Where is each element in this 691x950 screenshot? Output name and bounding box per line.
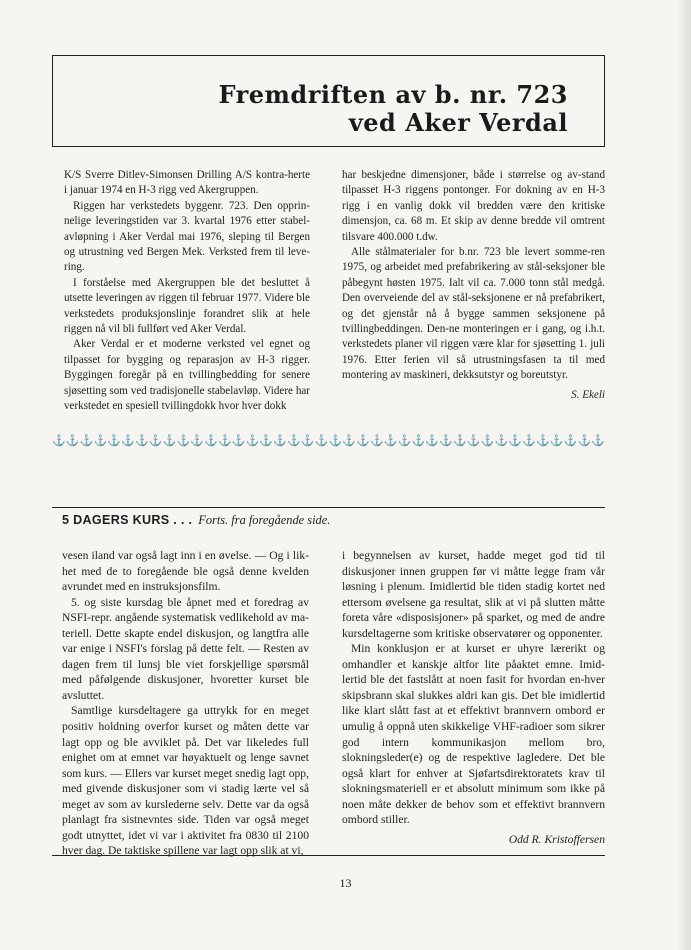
- anchor-icon: ⚓: [494, 434, 509, 447]
- course-heading-title: 5 DAGERS KURS . . .: [62, 513, 193, 527]
- anchor-icon: ⚓: [563, 434, 578, 447]
- anchor-icon: ⚓: [439, 434, 453, 447]
- paragraph: K/S Sverre Ditlev-Simonsen Drilling A/S kontra-herte i januar 1974 en H-3 rigg ved Akergruppen.: [64, 169, 310, 197]
- paragraph: 5. og siste kursdag ble åpnet med et foredrag av NSFI-repr. angående systematisk vedlikehold av ma-teriell. Dette skapte endel diskusjon, og langtfra alle var enige i NSFI's forslag på dette felt. — Resten av dagen frem til lunsj ble viet forskjellige spørsmål med påfølgende diskusjoner, hvoretter kurset ble avsluttet.: [62, 595, 309, 702]
- anchor-icon: ⚓: [176, 434, 191, 447]
- anchor-icon: ⚓: [259, 434, 274, 447]
- section-rule-top: [52, 507, 605, 508]
- paragraph: Aker Verdal er et moderne verksted vel egnet og tilpasset for bygging og reparasjon av H-3 rigger. Byggingen foregår på en tvillingbedding for senere sjøsetting som ved tradisjonelle stabelavløp. Videre har verkstedet en spesiell tvillingdokk hvor hver dokk: [64, 338, 310, 413]
- anchor-icon: ⚓: [190, 434, 204, 447]
- section-rule-bottom: [52, 855, 605, 856]
- article1-column-right: [342, 168, 605, 403]
- anchor-icon: ⚓: [300, 434, 315, 447]
- anchor-icon: ⚓: [314, 434, 329, 447]
- article-title-line-1: Fremdriften av b. nr. 723: [218, 80, 568, 109]
- anchor-icon: ⚓: [425, 434, 440, 447]
- anchor-icon: ⚓: [591, 434, 605, 447]
- anchor-icon: ⚓: [397, 434, 412, 447]
- article1-column-left: [64, 168, 310, 415]
- author-signature: Odd R. Kristoffersen: [508, 832, 605, 846]
- anchor-icon: ⚓: [342, 434, 357, 447]
- page-edge-shadow: [677, 0, 691, 950]
- anchor-icon: ⚓: [204, 434, 218, 447]
- anchor-icon: ⚓: [52, 434, 66, 447]
- paragraph: har beskjedne dimensjoner, både i størrelse og av-stand tilpasset H-3 riggens pontonger. For dokning av en H-3 rigg i en vanlig dokk vil bredden være den kritiske dimensjon, ca. 68 m. Et skip av denne bredde vil omtrent tilsvare 400.000 t.dw.: [342, 169, 605, 243]
- anchor-icon: ⚓: [328, 434, 343, 447]
- article2-column-right: [342, 548, 605, 847]
- anchor-icon: ⚓: [549, 434, 564, 447]
- author-signature: S. Ekeli: [571, 388, 605, 401]
- paragraph: Alle stålmaterialer for b.nr. 723 ble levert somme-ren 1975, og arbeidet med prefabrikering av stål-seksjoner ble påbegynt høsten 1975. Ialt vil ca. 7.000 tonn stål medgå. Den overveiende del av stål-seksjonene er nå prefabrikert, og det gjenstår nå å bygge sammen seksjonene på tvillingbeddingen. Den-ne monteringen er i gang, og i.h.t. verkstedets planer vil riggen være klar for sjøsetting 1. juli 1976. Etter ferien vil så utrustningsfasen ta til med montering av maskineri, dekksutstyr og boreutstyr.: [342, 246, 605, 382]
- anchor-icon: ⚓: [148, 434, 163, 447]
- article-title-box: [52, 55, 605, 147]
- anchor-icon: ⚓: [480, 434, 495, 447]
- anchor-icon: ⚓: [522, 434, 536, 447]
- page-number: 13: [339, 876, 352, 890]
- anchor-icon: ⚓: [577, 434, 592, 447]
- article-title-line-2: ved Aker Verdal: [348, 108, 568, 137]
- anchor-icon: ⚓: [231, 434, 246, 447]
- paragraph: i begynnelsen av kurset, hadde meget god tid til diskusjoner innen gruppen før vi måtte legge fram vår løsning i plenum. Imidlertid ble tiden stadig kortet ned ettersom øvelsene ga resultat, slik at vi på slutten måtte foreta våre «disposisjoner» på sparket, og med de andre kursdeltagerne som kritiske observatører og opponenter.: [342, 549, 605, 640]
- anchor-icon: ⚓: [356, 434, 370, 447]
- paragraph: I forståelse med Akergruppen ble det besluttet å utsette leveringen av riggen til februar 1977. Videre ble verkstedets produksjonslinje forandret slik at hele riggen nå vil bli fullført ved Aker Verdal.: [64, 276, 310, 336]
- anchor-icon: ⚓: [245, 434, 260, 447]
- anchor-icon: ⚓: [79, 434, 94, 447]
- paragraph: Samtlige kursdeltagere ga uttrykk for en meget positiv holdning overfor kurset og måten dette var lagt opp og ble avviklet på. Det var likeledes full enighet om at emnet var høyaktuelt og lenge savnet som kurs. — Ellers var kurset meget snedig lagt opp, med givende diskusjoner som vi stadig lærte vel så meget av som av kurslederne selv. Dette var da også planlagt fra sistnevntes side. Tiden var også meget godt utnyttet, idet vi var i aktivitet fra 0830 til 2100 hver dag. De taktiske spillene var lagt opp slik at vi,: [62, 704, 309, 858]
- paragraph: Riggen har verkstedets byggenr. 723. Den opprin-nelige leveringstiden var 3. kvartal 1976 etter stabel-avløpning i Aker Verdal mai 1976, sleping til Bergen og utrustning ved Bergen Mek. Verksted frem til leve-ring.: [64, 199, 310, 274]
- anchor-icon: ⚓: [370, 434, 384, 447]
- anchor-icon: ⚓: [65, 434, 80, 447]
- anchor-icon: ⚓: [535, 434, 550, 447]
- anchor-icon: ⚓: [217, 434, 232, 447]
- anchor-icon: ⚓: [453, 434, 467, 447]
- anchor-icon: ⚓: [121, 434, 135, 447]
- course-heading-continuation: Forts. fra foregående side.: [198, 513, 331, 527]
- anchor-icon: ⚓: [466, 434, 481, 447]
- anchor-icon: ⚓: [107, 434, 122, 447]
- paragraph: vesen iland var også lagt inn i en øvelse. — Og i lik-het med de to foregående ble også denne kvelden avrundet med en instruksjonsfilm.: [62, 549, 309, 594]
- anchor-divider: [52, 432, 605, 448]
- anchor-icon: ⚓: [162, 434, 177, 447]
- anchor-icon: ⚓: [383, 434, 398, 447]
- anchor-icon: ⚓: [508, 434, 523, 447]
- anchor-icon: ⚓: [287, 434, 301, 447]
- paragraph: Min konklusjon er at kurset er uhyre lærerikt og omhandler et kanskje altfor lite påaktet emne. Imid-lertid ble det fastslått at noen fasit for hvordan en-hver skipsbrann skal slukkes aldri kan gis. Det ble imidlertid like klart slått fast at et effektivt brannvern ombord er umulig å oppnå uten skikkelige VHF-radioer som sikrer god intern kommunikasjon mellom bro, slokningsleder(e) og de respektive lagledere. Det ble også klart for enhver at Sjøfartsdirektoratets krav til slokningsmateriell er et absolutt minimum som ikke på noen måte dekker de behov som et effektivt brannvern ombord stiller.: [342, 642, 605, 827]
- anchor-icon: ⚓: [134, 434, 149, 447]
- anchor-icon: ⚓: [273, 434, 287, 447]
- anchor-icon: ⚓: [411, 434, 426, 447]
- anchor-icon: ⚓: [93, 434, 108, 447]
- article2-column-left: [62, 548, 309, 859]
- course-heading: [62, 513, 330, 528]
